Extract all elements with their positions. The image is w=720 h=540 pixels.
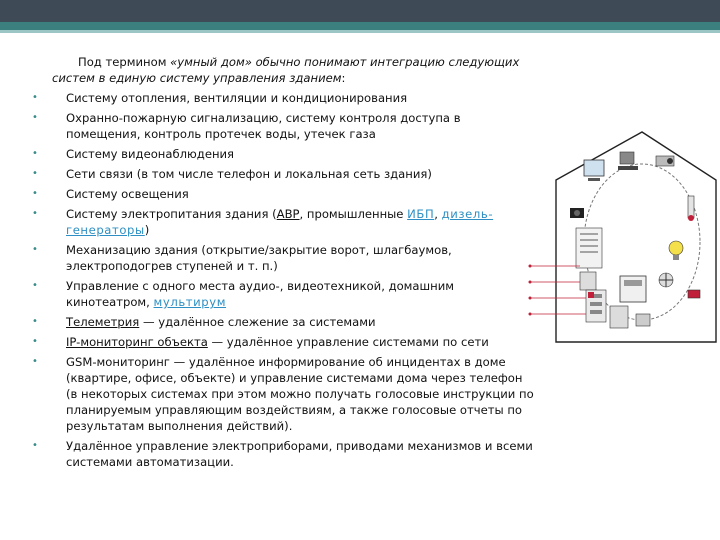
link-avr[interactable]: АВР — [276, 207, 300, 221]
list-item-power: • Систему электропитания здания (АВР, промышленные ИБП, дизель-генераторы) — [52, 206, 534, 238]
slide-header-bar — [0, 0, 720, 22]
list-item: • Охранно-пожарную сигнализацию, систему контроля доступа в помещения, контроль протечек воды, утечек газа — [52, 110, 534, 142]
connector-dot — [529, 297, 532, 300]
connector-dot — [529, 313, 532, 316]
list-item: • Систему видеонаблюдения — [52, 146, 534, 162]
intro-emphasis: «умный дом» обычно понимают интеграцию следующих систем в единую систему управления зданием — [52, 55, 520, 85]
smart-home-diagram — [520, 130, 720, 350]
connector-dot — [529, 281, 532, 284]
indicator-red — [588, 292, 594, 298]
list-item: • Систему отопления, вентиляции и кондиционирования — [52, 90, 534, 106]
intro-paragraph — [52, 54, 534, 86]
list-item-telemetry: • Телеметрия — удалённое слежение за системами — [52, 314, 534, 330]
list-item: • Систему освещения — [52, 186, 534, 202]
router-icon — [580, 272, 596, 290]
thermostat-icon — [688, 196, 694, 221]
list-item-ip-monitoring: • IP-мониторинг объекта — удалённое управление системами по сети — [52, 334, 534, 350]
fan-icon — [659, 273, 673, 287]
security-camera-icon — [656, 156, 674, 166]
connector-dot — [529, 265, 532, 268]
systems-list — [52, 90, 534, 470]
intro-lead: Под термином — [78, 55, 171, 69]
link-diesel-generators[interactable]: дизель-генераторы — [66, 207, 494, 237]
controller-unit-icon — [620, 276, 646, 302]
intro-tail: : — [341, 71, 346, 85]
slide-header-accent-light — [0, 30, 720, 33]
link-multiroom[interactable]: мультирум — [153, 295, 227, 309]
list-item-av: • Управление с одного места аудио-, видеотехникой, домашним кинотеатром, мультирум — [52, 278, 534, 310]
power-unit-icon — [610, 306, 628, 328]
slide-header-accent — [0, 22, 720, 30]
list-item: • Механизацию здания (открытие/закрытие ворот, шлагбаумов, электроподогрев ступеней и т. п.) — [52, 242, 534, 274]
appliance-icon — [636, 314, 650, 326]
link-telemetry[interactable]: Телеметрия — [66, 315, 140, 329]
camera-icon — [570, 208, 584, 218]
alarm-siren-icon — [688, 290, 700, 298]
link-ibp[interactable]: ИБП — [407, 207, 435, 221]
slide-body — [52, 54, 534, 474]
list-item: • Удалённое управление электроприборами, приводами механизмов и всеми системами автоматизации. — [52, 438, 534, 470]
list-item: • Сети связи (в том числе телефон и локальная сеть здания) — [52, 166, 534, 182]
remote-panel-icon — [576, 228, 602, 268]
link-ip-monitoring[interactable]: IP-мониторинг объекта — [66, 335, 208, 349]
list-item: • GSM-мониторинг — удалённое информирование об инцидентах в доме (квартире, офисе, объекте) и управление системами дома через телефон (в некоторых системах при этом можно получать голосовые инструкции по планируемым управляющим воздействиям, а также голосовые отчеты по результатам выполнения действий). — [52, 354, 534, 434]
